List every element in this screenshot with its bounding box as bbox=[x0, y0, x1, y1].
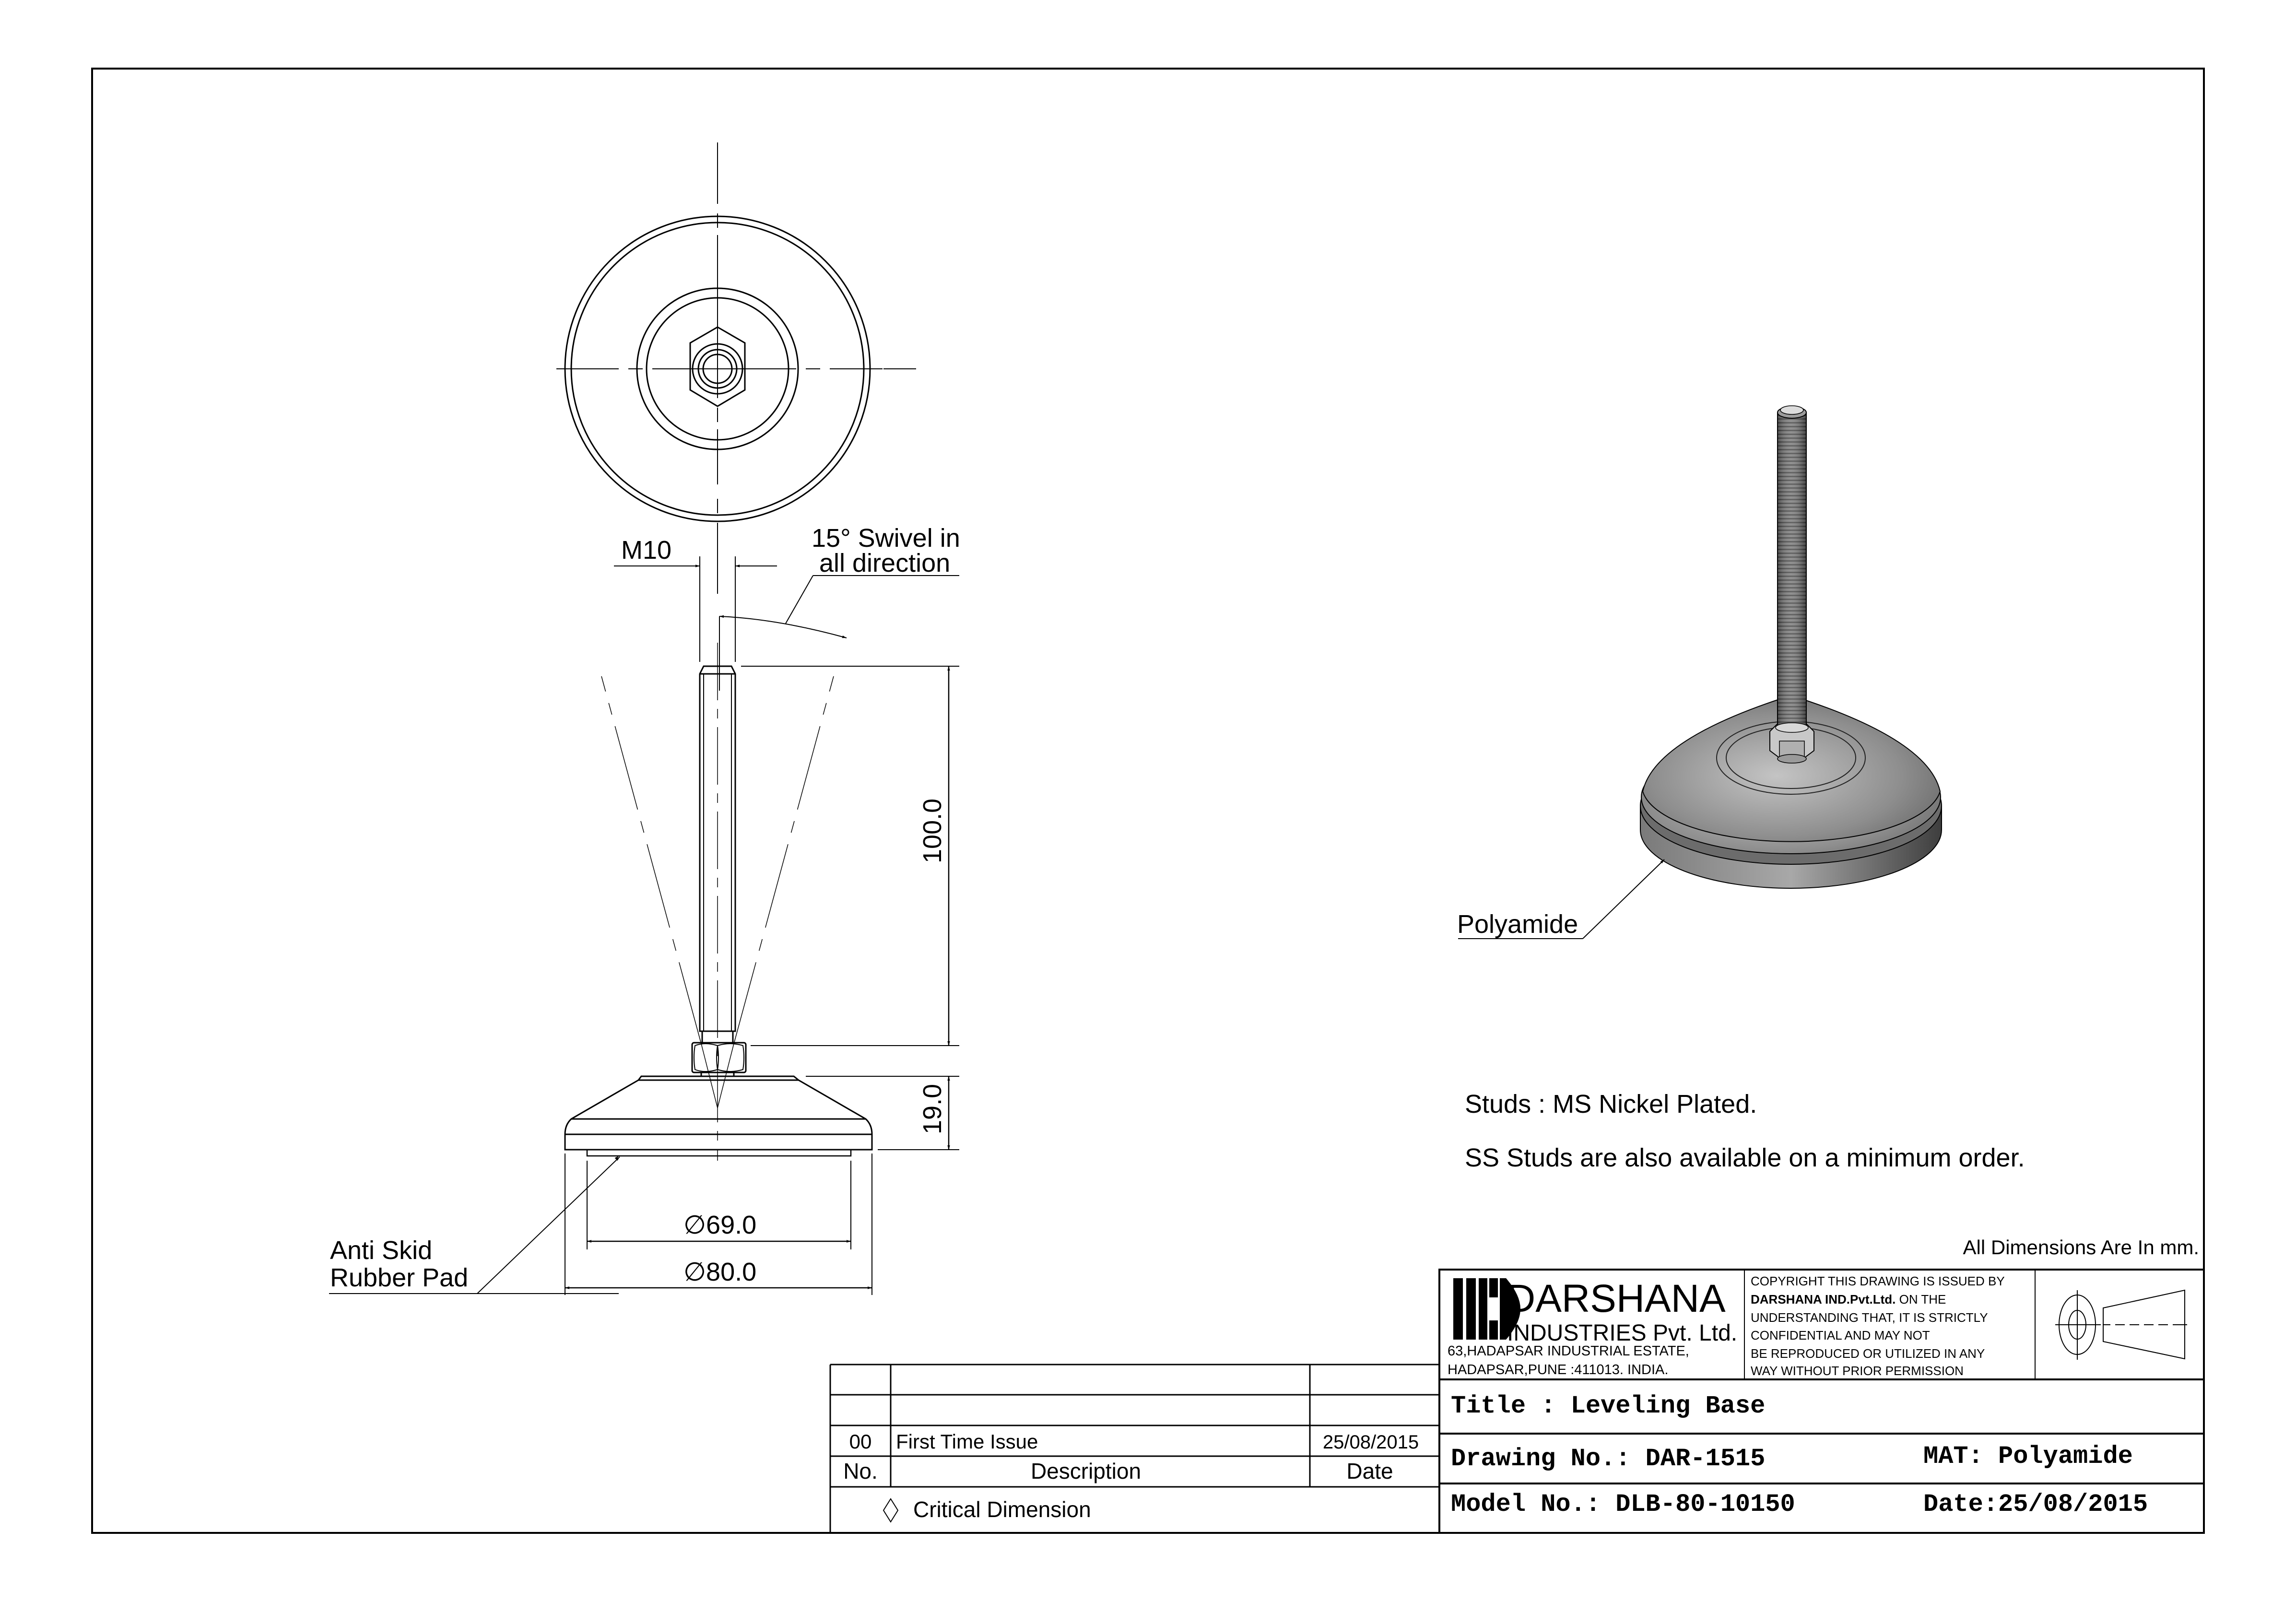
diamond-icon bbox=[883, 1499, 898, 1522]
copyright-company-bold: DARSHANA IND.Pvt.Ltd. bbox=[1751, 1292, 1896, 1307]
copyright-line6: WAY WITHOUT PRIOR PERMISSION bbox=[1751, 1364, 1964, 1378]
drawing-number: Drawing No.: DAR-1515 bbox=[1451, 1445, 1766, 1473]
header-no: No. bbox=[843, 1459, 878, 1483]
swivel-label-line1: 15° Swivel in bbox=[812, 524, 960, 553]
company-name: DARSHANA bbox=[1507, 1277, 1726, 1320]
base-height-dimension: 19.0 bbox=[918, 1083, 947, 1134]
first-angle-projection-icon bbox=[2055, 1290, 2187, 1360]
pad-callout-line1: Anti Skid bbox=[330, 1236, 433, 1265]
company-address-line2: HADAPSAR,PUNE :411013. INDIA. bbox=[1448, 1362, 1669, 1377]
material-spec: MAT: Polyamide bbox=[1923, 1442, 2133, 1471]
model-number: Model No.: DLB-80-10150 bbox=[1451, 1490, 1795, 1519]
header-description: Description bbox=[1030, 1459, 1142, 1483]
pad-diameter-dimension: ∅69.0 bbox=[683, 1211, 757, 1239]
pad-callout-line2: Rubber Pad bbox=[330, 1263, 469, 1292]
company-address-line1: 63,HADAPSAR INDUSTRIAL ESTATE, bbox=[1448, 1343, 1689, 1359]
drawing-title: Title : Leveling Base bbox=[1451, 1392, 1766, 1420]
ss-studs-note: SS Studs are also available on a minimum order. bbox=[1465, 1143, 2025, 1172]
revision-no: 00 bbox=[849, 1430, 872, 1453]
isometric-render bbox=[1458, 406, 1942, 939]
stud-length-dimension: 100.0 bbox=[918, 798, 947, 863]
header-date: Date bbox=[1346, 1459, 1393, 1483]
revision-date: 25/08/2015 bbox=[1322, 1432, 1419, 1453]
issue-date: Date:25/08/2015 bbox=[1923, 1490, 2148, 1519]
revision-header bbox=[843, 1459, 1393, 1483]
copyright-line1: COPYRIGHT THIS DRAWING IS ISSUED BY bbox=[1751, 1274, 2005, 1288]
copyright-line5: BE REPRODUCED OR UTILIZED IN ANY bbox=[1751, 1346, 1985, 1361]
copyright-notice bbox=[1751, 1274, 2005, 1378]
copyright-line2-rest: ON THE bbox=[1896, 1292, 1946, 1307]
base-diameter-dimension: ∅80.0 bbox=[683, 1258, 757, 1286]
critical-dimension-legend: Critical Dimension bbox=[913, 1497, 1091, 1522]
thread-size-label: M10 bbox=[621, 536, 672, 565]
studs-material-note: Studs : MS Nickel Plated. bbox=[1465, 1090, 1757, 1118]
copyright-line2 bbox=[1751, 1292, 1946, 1307]
company-subtitle: INDUSTRIES Pvt. Ltd. bbox=[1507, 1320, 1738, 1346]
material-callout: Polyamide bbox=[1457, 910, 1578, 939]
revision-description: First Time Issue bbox=[896, 1430, 1038, 1453]
revision-row bbox=[849, 1430, 1419, 1453]
units-note: All Dimensions Are In mm. bbox=[1963, 1236, 2199, 1259]
side-view bbox=[565, 643, 872, 1161]
side-view-dimensions bbox=[329, 556, 959, 1295]
copyright-line4: CONFIDENTIAL AND MAY NOT bbox=[1751, 1328, 1930, 1342]
copyright-line3: UNDERSTANDING THAT, IT IS STRICTLY bbox=[1751, 1310, 1988, 1325]
swivel-label-line2: all direction bbox=[819, 549, 951, 577]
